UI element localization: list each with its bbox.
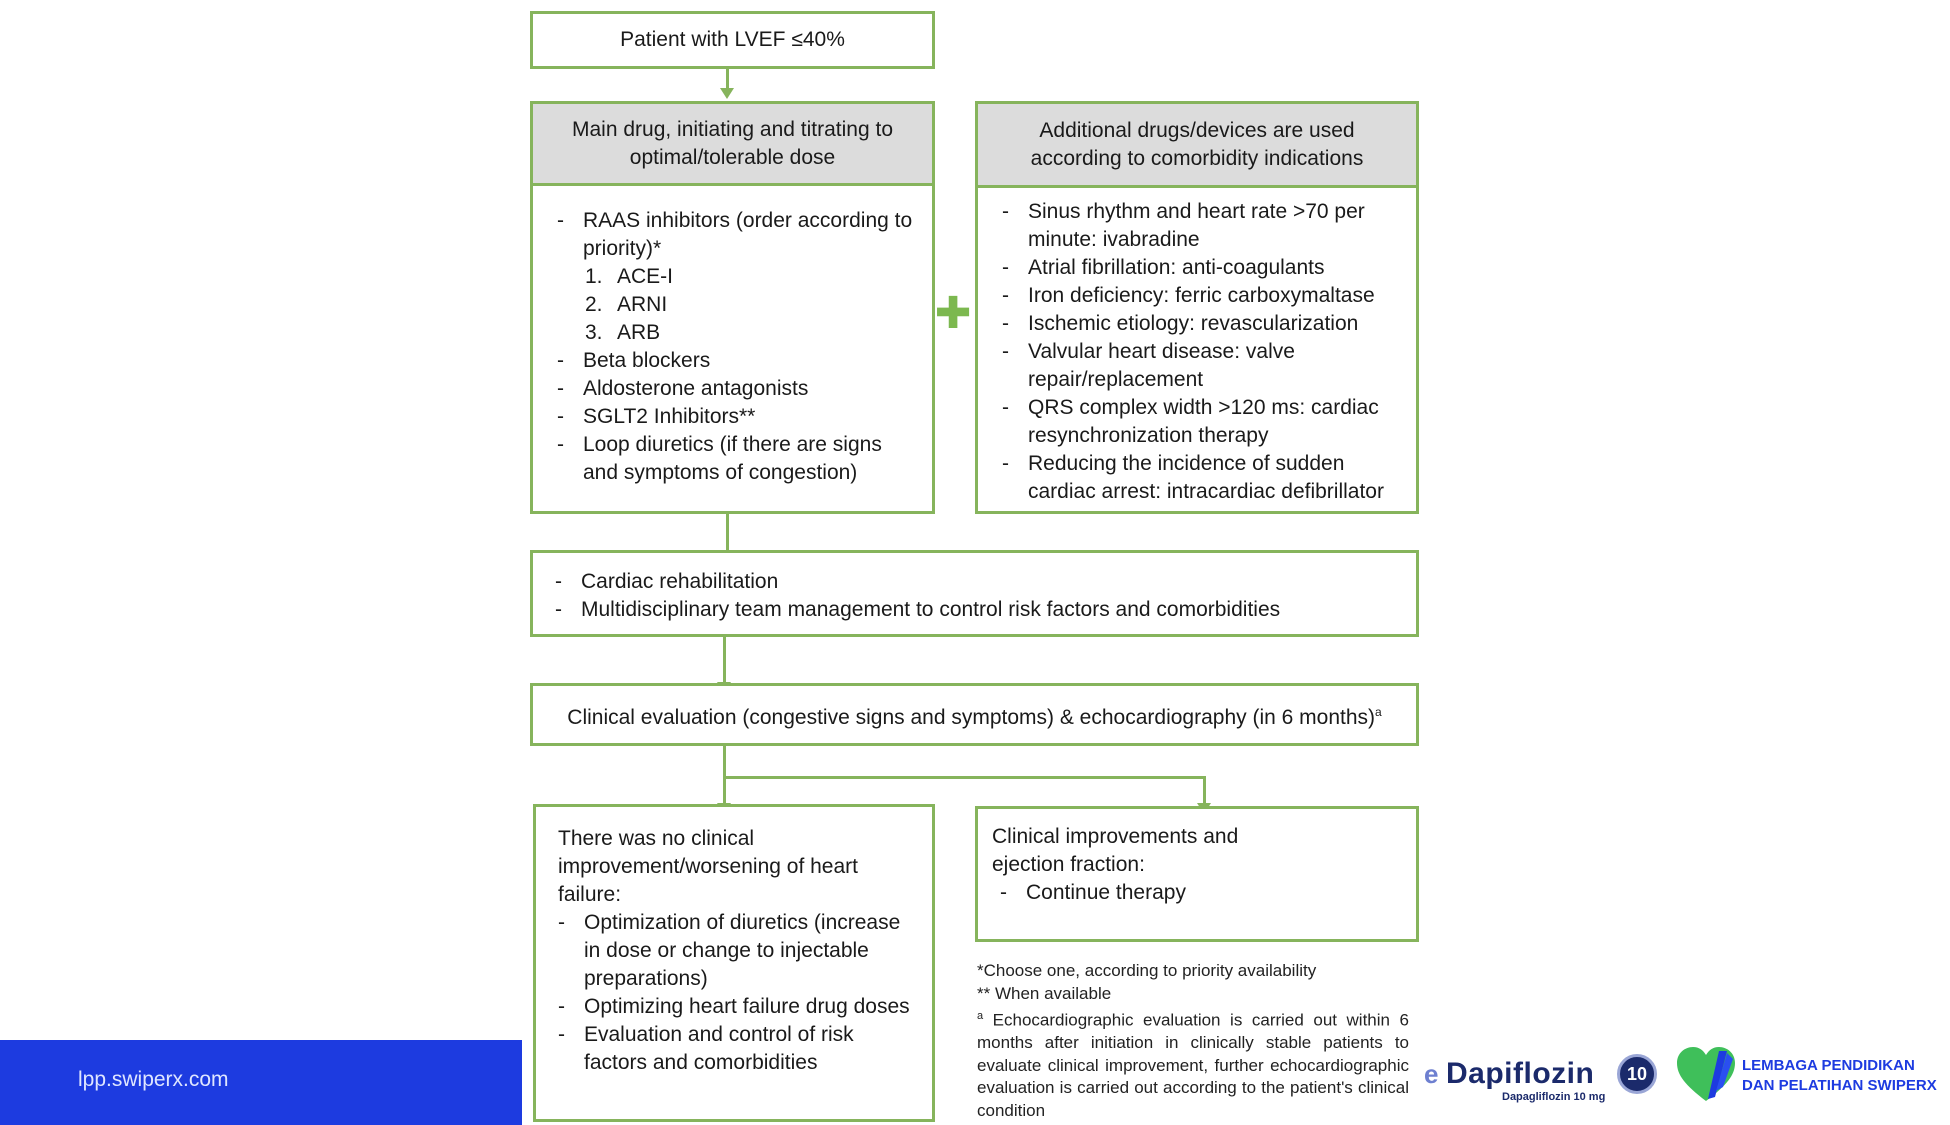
additional-drug-item: - Iron deficiency: ferric carboxymaltase xyxy=(992,282,1402,310)
main-drug-header xyxy=(533,104,932,186)
improvement-item: - Continue therapy xyxy=(990,879,1404,907)
arrow-eval-to-improvement xyxy=(1203,776,1206,804)
additional-drug-item: - Reducing the incidence of sudden cardiac arrest: intracardiac defibrillator xyxy=(992,450,1402,506)
swiperx-org-name xyxy=(1742,1056,1937,1096)
start-box xyxy=(530,11,935,69)
plus-icon: ✚ xyxy=(934,287,972,339)
no-improvement-item: - Evaluation and control of risk factors and comorbidities xyxy=(548,1021,920,1077)
additional-drugs-list xyxy=(992,198,1402,506)
org-line-1: LEMBAGA PENDIDIKAN xyxy=(1742,1057,1915,1074)
footnote-1: *Choose one, according to priority availability xyxy=(977,961,1317,980)
swiperx-heart-icon xyxy=(1675,1045,1737,1103)
dapiflozin-brand-text: Dapiflozin xyxy=(1446,1057,1595,1090)
branch-line xyxy=(723,776,1206,779)
arrow-main-to-rehab xyxy=(726,514,729,551)
footnotes xyxy=(977,960,1409,1122)
improvement-list xyxy=(990,879,1404,907)
main-drug-box xyxy=(530,101,935,514)
additional-drug-item: - QRS complex width >120 ms: cardiac resynchronization therapy xyxy=(992,394,1402,450)
additional-drug-item: - Ischemic etiology: revascularization xyxy=(992,310,1402,338)
raas-priority-item: 3. ARB xyxy=(585,321,661,344)
footer-url[interactable]: lpp.swiperx.com xyxy=(78,1068,229,1091)
main-drug-item: - Beta blockers xyxy=(547,347,918,375)
main-drug-item xyxy=(547,207,918,347)
no-improvement-list xyxy=(548,909,920,1077)
additional-drugs-box xyxy=(975,101,1419,514)
evaluation-text: Clinical evaluation (congestive signs and symptoms) & echocardiography (in 6 months)$^a$ xyxy=(567,704,1382,729)
raas-priority-item: 1. ACE-I xyxy=(585,265,674,288)
additional-drugs-header-text: Additional drugs/devices are used according to comorbidity indications xyxy=(1030,118,1364,170)
additional-drug-item: - Sinus rhythm and heart rate >70 per minute: ivabradine xyxy=(992,198,1402,254)
rehab-item: - Cardiac rehabilitation xyxy=(545,568,1404,596)
footnote-2: ** When available xyxy=(977,983,1112,1003)
raas-priority-list xyxy=(583,263,918,347)
raas-priority-item: 2. ARNI xyxy=(585,293,668,316)
evaluation-box xyxy=(530,683,1419,746)
arrow-start-to-main xyxy=(726,69,729,89)
main-drug-item: - Loop diuretics (if there are signs and symptoms of congestion) xyxy=(547,431,918,487)
additional-drugs-header xyxy=(978,104,1416,188)
no-improvement-intro: There was no clinical improvement/worsening of heart failure: xyxy=(558,827,858,906)
main-drug-item-text: RAAS inhibitors (order according to priority)* xyxy=(583,209,913,260)
improvement-intro: Clinical improvements and ejection fraction: xyxy=(992,825,1239,876)
no-improvement-box xyxy=(533,804,935,1122)
main-drug-list xyxy=(547,207,918,487)
additional-drug-item: - Valvular heart disease: valve repair/replacement xyxy=(992,338,1402,394)
org-line-2: DAN PELATIHAN SWIPERX xyxy=(1742,1077,1937,1094)
dose-badge xyxy=(1617,1054,1657,1094)
main-drug-item: - SGLT2 Inhibitors** xyxy=(547,403,918,431)
dose-badge-text: 10 xyxy=(1626,1063,1648,1084)
footer-bar xyxy=(0,1040,522,1125)
no-improvement-item: - Optimizing heart failure drug doses xyxy=(548,993,920,1021)
improvement-box xyxy=(975,806,1419,942)
main-drug-item: - Aldosterone antagonists xyxy=(547,375,918,403)
rehab-item: - Multidisciplinary team management to control risk factors and comorbidities xyxy=(545,596,1404,624)
footnote-3: $^a$ Echocardiographic evaluation is carried out within 6 months after initiation in clinically stable patients to evaluate clinical improvement, further echocardiographic evaluation is carried out according to the patient's clinical condition xyxy=(977,1010,1409,1120)
arrow-eval-to-no-improvement xyxy=(723,746,726,804)
additional-drug-item: - Atrial fibrillation: anti-coagulants xyxy=(992,254,1402,282)
logo-prefix-char: e xyxy=(1424,1059,1439,1089)
dapiflozin-sub-text: Dapagliflozin 10 mg xyxy=(1502,1091,1606,1103)
start-box-text: Patient with LVEF ≤40% xyxy=(620,28,845,51)
rehab-list xyxy=(545,568,1404,624)
dapiflozin-logo xyxy=(1422,1055,1618,1107)
no-improvement-item: - Optimization of diuretics (increase in dose or change to injectable preparations) xyxy=(548,909,920,993)
main-drug-header-text: Main drug, initiating and titrating to optimal/tolerable dose xyxy=(571,117,894,169)
rehab-box xyxy=(530,550,1419,637)
arrow-rehab-to-eval xyxy=(723,637,726,683)
